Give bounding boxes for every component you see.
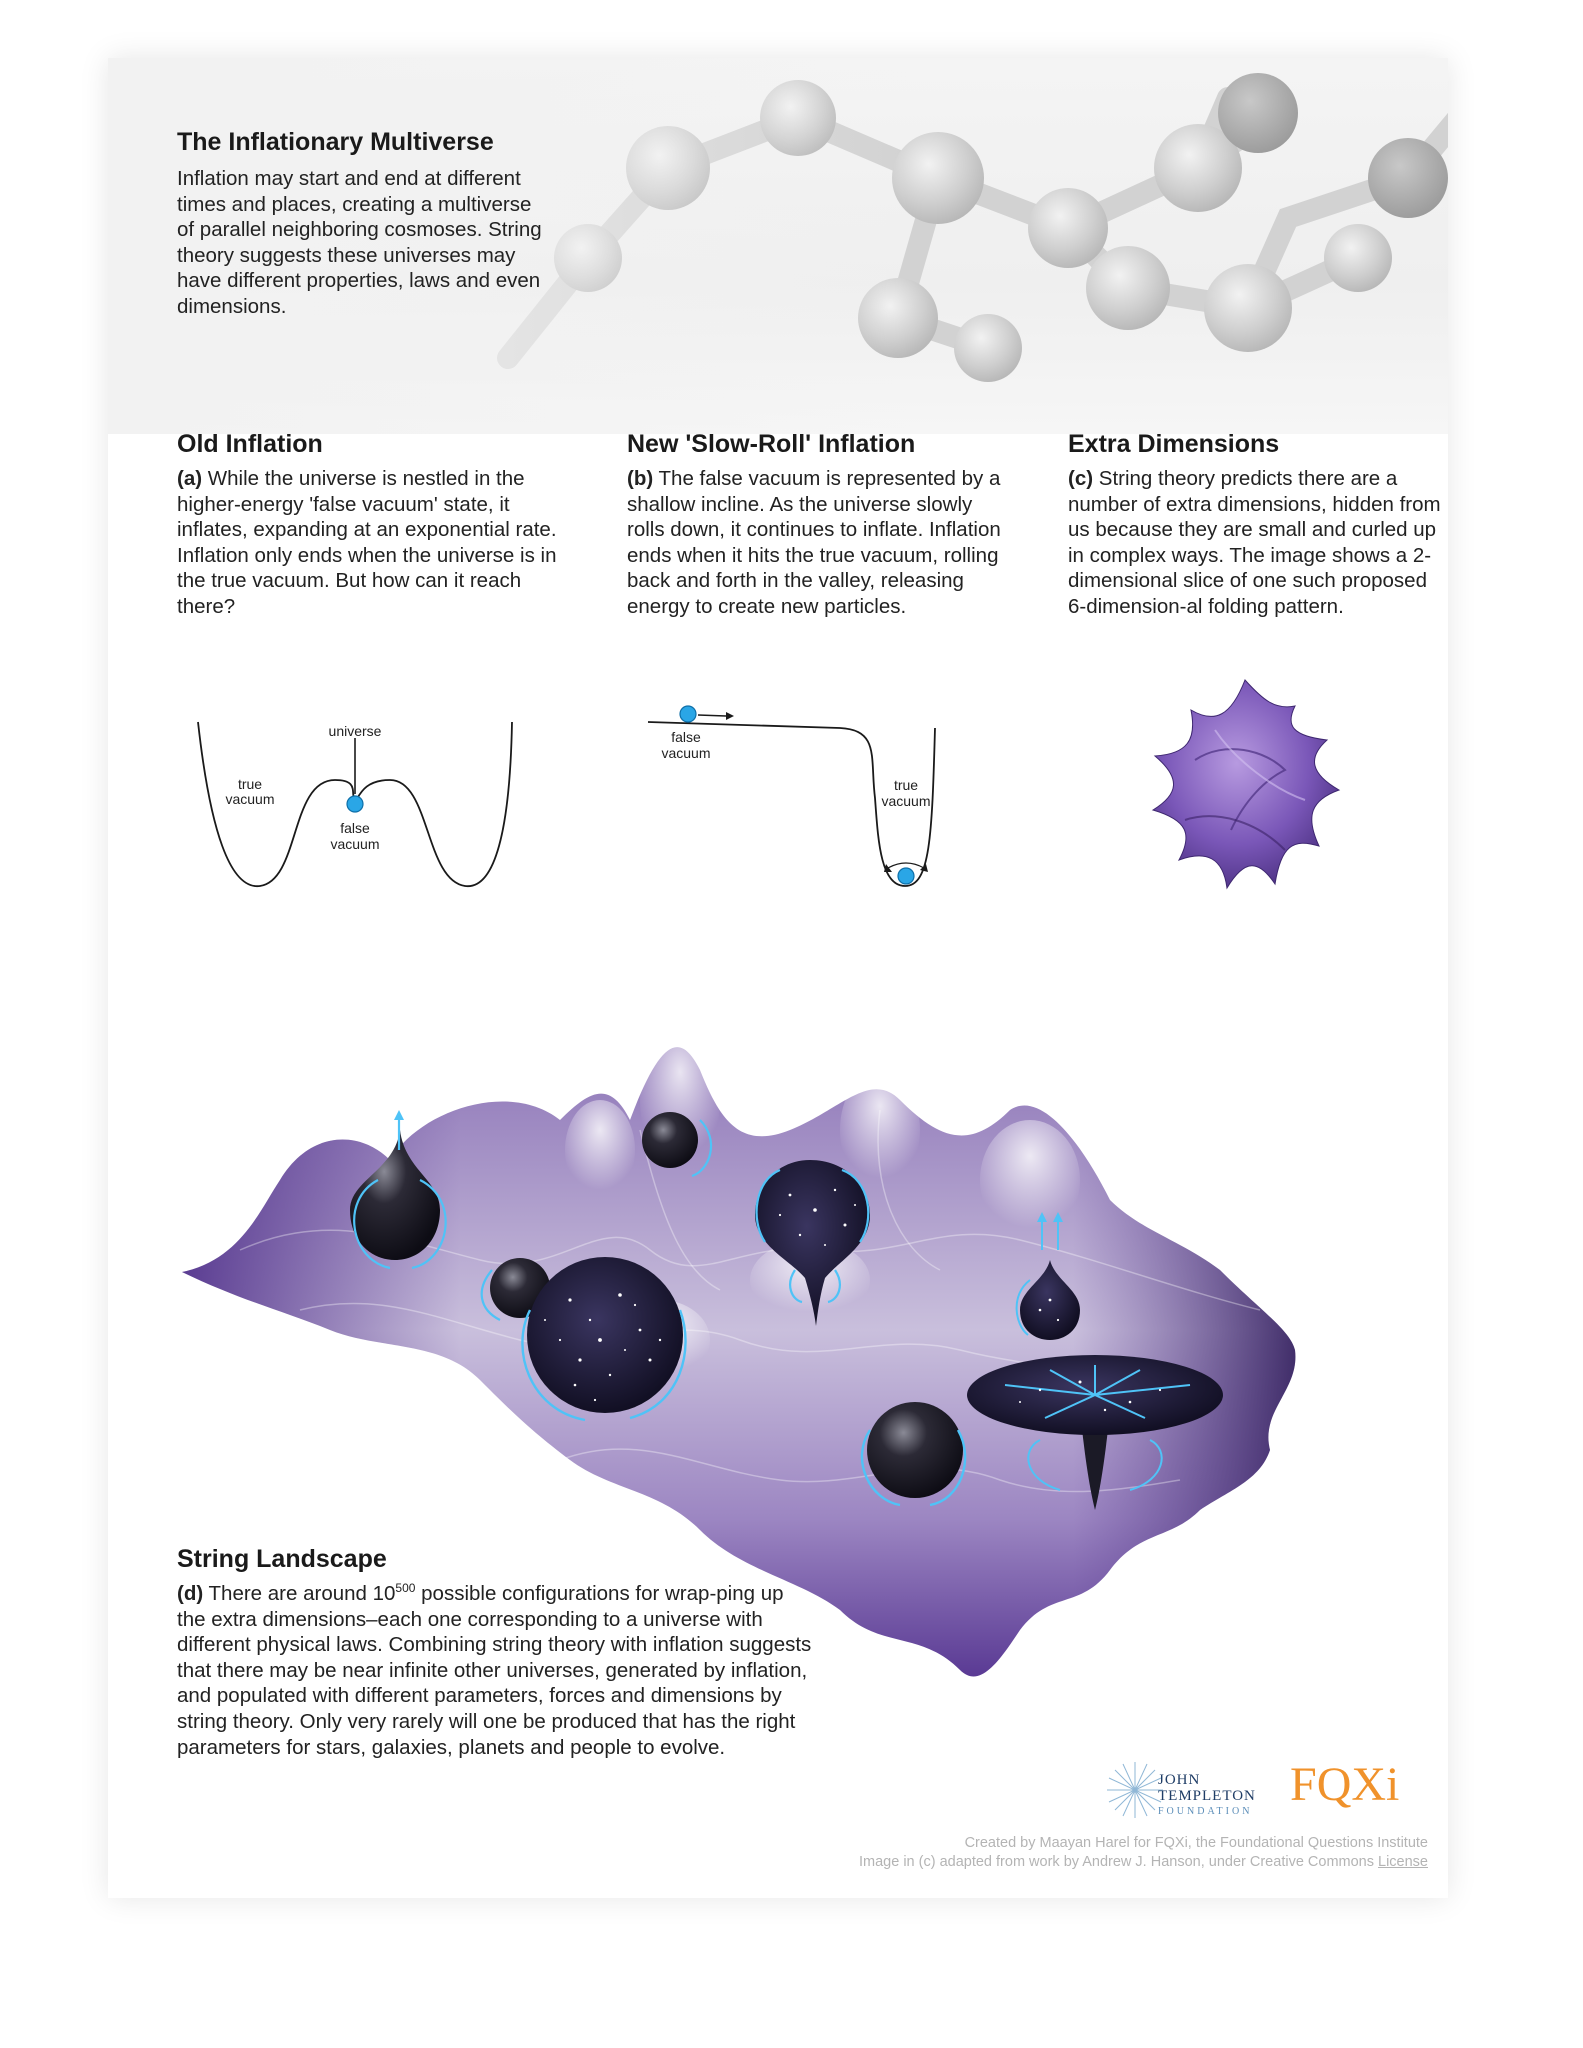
label-universe: universe bbox=[328, 723, 382, 739]
landscape-pre: There are around 10 bbox=[208, 1582, 396, 1605]
main-title: The Inflationary Multiverse bbox=[177, 128, 494, 156]
label-b-false-2: vacuum bbox=[661, 745, 711, 761]
slow-roll-body: The false vacuum is represented by a shallow incline. As the universe slowly rolls down, it continues to inflate. Inflation ends when it hits the true vacuum, rolling back and forth in the valley, releasing energy to create new particles. bbox=[627, 467, 1001, 618]
license-link[interactable]: License bbox=[1378, 1854, 1428, 1870]
extra-dimensions-body: String theory predicts there are a number of extra dimensions, hidden from us because they are small and curled up in complex ways. The image shows a 2-dimensional slice of one such proposed 6-dimension-al folding pattern. bbox=[1068, 467, 1441, 618]
label-true-1: true bbox=[237, 776, 263, 792]
label-b-false-1: false bbox=[671, 729, 701, 745]
credit-line-2-text: Image in (c) adapted from work by Andrew J. Hanson, under Creative Commons bbox=[859, 1854, 1374, 1870]
extra-dimensions-text bbox=[1068, 466, 1448, 620]
fqxi-logo: FQXi bbox=[1290, 1758, 1400, 1811]
templeton-logo bbox=[1158, 1772, 1256, 1820]
templeton-line-2: TEMPLETON bbox=[1158, 1788, 1256, 1804]
credit-line-1: Created by Maayan Harel for FQXi, the Foundational Questions Institute bbox=[964, 1835, 1428, 1851]
label-b-true-2: vacuum bbox=[881, 793, 931, 809]
universe-ball bbox=[347, 796, 363, 812]
templeton-starburst-icon bbox=[1105, 1760, 1165, 1820]
label-b-true-1: true bbox=[893, 777, 919, 793]
slow-roll-text bbox=[627, 466, 1007, 620]
templeton-line-1: JOHN bbox=[1158, 1772, 1201, 1788]
credit-line-2 bbox=[700, 1853, 1428, 1872]
credits bbox=[700, 1834, 1428, 1872]
old-inflation-diagram bbox=[190, 710, 530, 900]
tag-c: (c) bbox=[1068, 467, 1094, 490]
tag-a: (a) bbox=[177, 467, 203, 490]
tag-b: (b) bbox=[627, 467, 654, 490]
tag-d: (d) bbox=[177, 1582, 204, 1605]
label-true-2: vacuum bbox=[225, 791, 275, 807]
calabi-yau-shape bbox=[1135, 670, 1355, 900]
old-inflation-body: While the universe is nestled in the higher-energy 'false vacuum' state, it inflates, expanding at an exponential rate. Inflation only ends when the universe is in the true vacuum. But how can it reach there? bbox=[177, 467, 557, 618]
string-landscape-title: String Landscape bbox=[177, 1545, 387, 1573]
old-inflation-title: Old Inflation bbox=[177, 430, 323, 458]
old-inflation-text bbox=[177, 466, 557, 620]
landscape-post: possible configurations for wrap-ping up the extra dimensions–each one corresponding to a universe with different physical laws. Combining string theory with inflation suggests that there may be near infinite other universes, generated by inflation, and populated with different parameters, forces and dimensions by string theory. Only very rarely will one be produced that has the right parameters for stars, galaxies, planets and people to evolve. bbox=[177, 1582, 812, 1759]
extra-dimensions-title: Extra Dimensions bbox=[1068, 430, 1280, 458]
slow-roll-title: New 'Slow-Roll' Inflation bbox=[627, 430, 916, 458]
intro-text: Inflation may start and end at different times and places, creating a multiverse of parallel neighboring cosmoses. String theory suggests these universes may have different properties, laws and even dimensions. bbox=[177, 167, 542, 318]
label-false-2: vacuum bbox=[330, 836, 380, 852]
rolling-ball bbox=[680, 706, 696, 722]
landscape-exponent: 500 bbox=[395, 1581, 416, 1596]
templeton-line-3: FOUNDATION bbox=[1158, 1806, 1253, 1817]
valley-ball bbox=[898, 868, 914, 884]
label-false-1: false bbox=[340, 820, 370, 836]
string-landscape-text bbox=[177, 1581, 817, 1760]
slow-roll-diagram bbox=[640, 698, 970, 898]
